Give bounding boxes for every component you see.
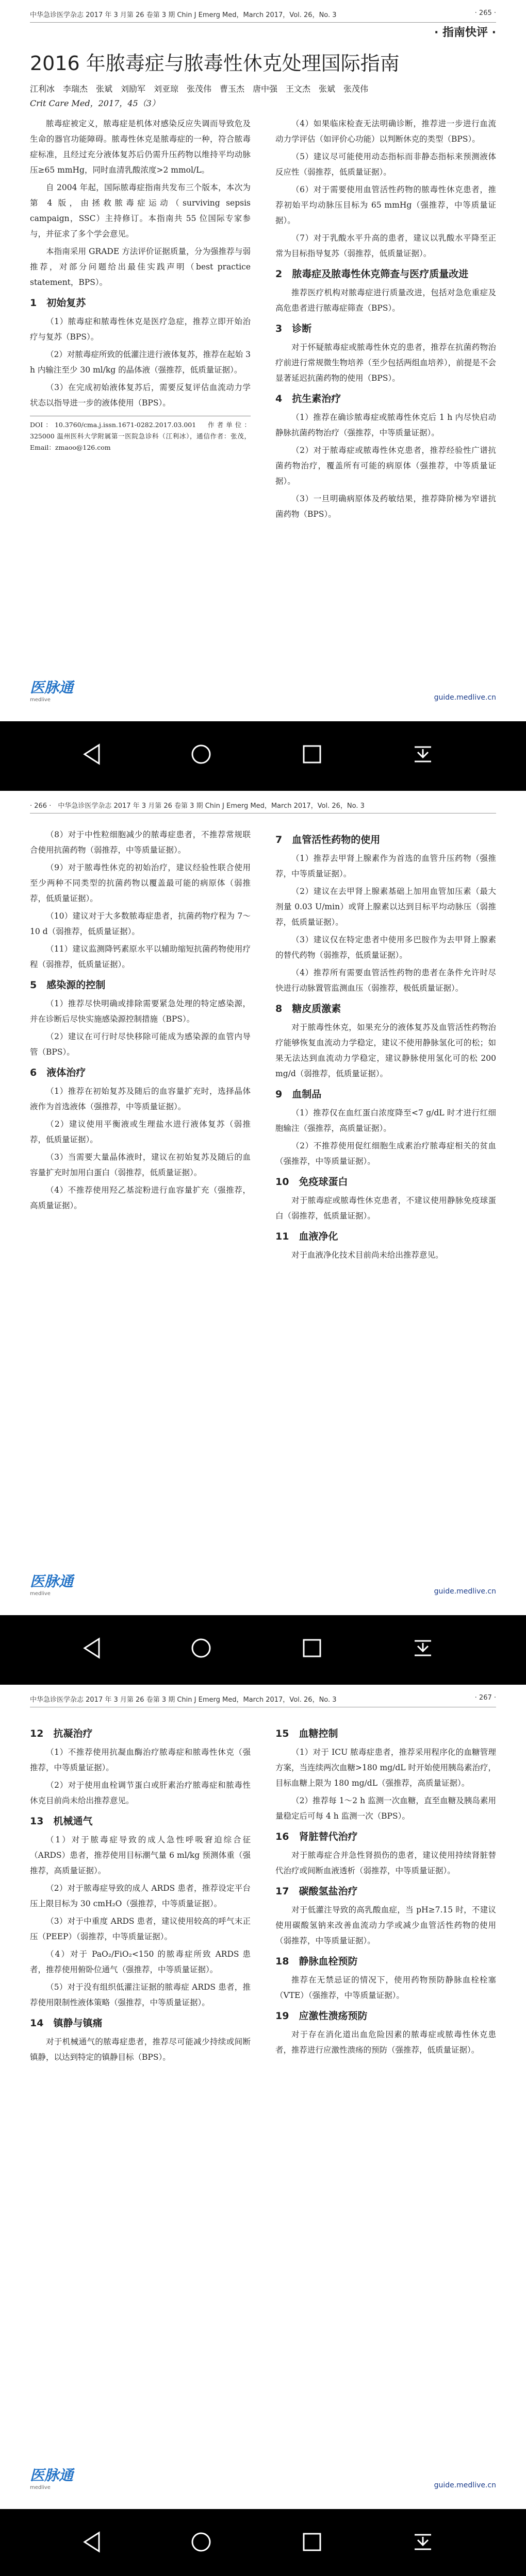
page-footer	[30, 675, 496, 706]
paragraph: 对于存在消化道出血危险因素的脓毒症或脓毒性休克患者，推荐进行应激性溃疡的预防（强推荐，低质量证据）。	[275, 2030, 496, 2055]
paragraph: 推荐医疗机构对脓毒症进行质量改进，包括对急危重症及高危患者进行脓毒症筛查（BPS）。	[275, 288, 496, 313]
paragraph: （1）推荐尽快明确或排除需要紧急处理的特定感染源，并在诊断后尽快实施感染源控制措施（BPS）。	[30, 999, 251, 1024]
paragraph: （3）当需要大量晶体液时，建议在初始复苏及随后的血容量扩充时加用白蛋白（弱推荐，低质量证据）。	[30, 1153, 251, 1177]
paragraph: （2）对于使用血栓调节蛋白或肝素治疗脓毒症和脓毒性休克目前尚未给出推荐意见。	[30, 1781, 251, 1805]
column-right	[275, 116, 496, 654]
running-head: 中华急诊医学杂志 2017 年 3 月第 26 卷第 3 期 Chin J Emerg Med，March 2017，Vol. 26，No. 3 · 265 ·	[30, 9, 496, 23]
back-triangle-icon[interactable]	[77, 1633, 108, 1664]
section-heading: 7 血管活性药物的使用	[275, 834, 381, 845]
paragraph: （6）对于需要使用血管活性药物的脓毒性休克患者，推荐初始平均动脉压目标为 65 mmHg（强推荐，中等质量证据）。	[275, 185, 496, 225]
paragraph: （2）推荐每 1～2 h 监测一次血糖，直至血糖及胰岛素用量稳定后可每 4 h 监测一次（BPS）。	[275, 1796, 496, 1821]
section-heading: 13 机械通气	[30, 1816, 93, 1827]
paragraph: （2）建议在去甲肾上腺素基础上加用血管加压素（最大剂量 0.03 U/min）或肾上腺素以达到目标平均动脉压（弱推荐，低质量证据）。	[275, 887, 496, 927]
paragraph: 对于脓毒性休克，如果充分的液体复苏及血管活性药物治疗能够恢复血流动力学稳定，建议不使用静脉氢化可的松；如果无法达到血流动力学稳定，建议静脉使用氢化可的松 200 mg/d（弱推荐，低质量证据）。	[275, 1023, 496, 1078]
section-heading: 2 脓毒症及脓毒性休克筛查与医疗质量改进	[275, 268, 469, 280]
running-head: 中华急诊医学杂志 2017 年 3 月第 26 卷第 3 期 Chin J Emerg Med，March 2017，Vol. 26，No. 3 · 267 ·	[30, 1694, 496, 1707]
section-heading: 5 感染源的控制	[30, 979, 106, 991]
download-menu-icon[interactable]	[407, 1633, 438, 1664]
paragraph: （1）推荐去甲肾上腺素作为首选的血管升压药物（强推荐，中等质量证据）。	[275, 854, 496, 878]
page-columns	[30, 1721, 496, 2442]
paragraph: 对于机械通气的脓毒症患者，推荐尽可能减少持续或间断镇静，以达到特定的镇静目标（BPS）。	[30, 2037, 251, 2062]
paragraph: （9）对于脓毒性休克的初始治疗，建议经验性联合使用至少两种不同类型的抗菌药物以覆盖最可能的病原体（弱推荐，低质量证据）。	[30, 863, 251, 903]
column-left	[30, 827, 251, 1548]
paragraph: （2）对脓毒症所致的低灌注进行液体复苏，推荐在起始 3 h 内输注至少 30 ml/kg 的晶体液（强推荐，低质量证据）。	[30, 350, 251, 375]
page-columns	[30, 827, 496, 1548]
page-footer	[30, 2463, 496, 2494]
page-number: · 267 ·	[474, 1694, 496, 1702]
android-nav-bar	[0, 721, 526, 791]
paragraph: （1）对于脓毒症导致的成人急性呼吸窘迫综合征（ARDS）患者，推荐使用目标潮气量 6 ml/kg 预测体重（强推荐，高质量证据）。	[30, 1835, 251, 1875]
paragraph: （2）建议使用平衡液或生理盐水进行液体复苏（弱推荐，低质量证据）。	[30, 1120, 251, 1144]
section-heading: 15 血糖控制	[275, 1728, 338, 1739]
running-head: · 266 · 中华急诊医学杂志 2017 年 3 月第 26 卷第 3 期 Chin J Emerg Med，March 2017，Vol. 26，No. 3	[30, 800, 496, 814]
footnote: DOI：10.3760/cma.j.issn.1671-0282.2017.03.001 作者单位：325000 温州医科大学附属第一医院急诊科（江利冰），通信作者：张茂，Email：zmaoo@126.com	[30, 416, 251, 453]
section-heading: 16 肾脏替代治疗	[275, 1831, 358, 1842]
paragraph: （3）建议仅在特定患者中使用多巴胺作为去甲肾上腺素的替代药物（弱推荐，低质量证据）。	[275, 935, 496, 960]
paragraph: （1）对于 ICU 脓毒症患者，推荐采用程序化的血糖管理方案，当连续两次血糖>180 mg/dL 时开始使用胰岛素治疗，目标血糖上限为 180 mg/dL（强推荐，高质量证据）。	[275, 1748, 496, 1788]
journal-page-1	[0, 0, 526, 721]
paragraph: （2）不推荐使用促红细胞生成素治疗脓毒症相关的贫血（强推荐，中等质量证据）。	[275, 1141, 496, 1166]
recents-square-icon[interactable]	[297, 2527, 327, 2557]
paragraph: （3）一旦明确病原体及药敏结果，推荐降阶梯为窄谱抗菌药物（BPS）。	[275, 494, 496, 519]
article-authors: 江利冰 李瑞杰 张斌 刘励军 刘亚琼 张茂伟 曹玉杰 唐中强 王文杰 张斌 张茂伟	[30, 84, 369, 94]
paragraph: 对于脓毒症或脓毒性休克患者，不建议使用静脉免疫球蛋白（弱推荐，低质量证据）。	[275, 1196, 496, 1221]
column-left	[30, 1721, 251, 2442]
paragraph: （11）建议监测降钙素原水平以辅助缩短抗菌药物使用疗程（弱推荐，低质量证据）。	[30, 944, 251, 969]
paragraph: （4）对于 PaO₂/FiO₂<150 的脓毒症所致 ARDS 患者，推荐使用俯卧位通气（强推荐，中等质量证据）。	[30, 1950, 251, 1974]
paragraph: 对于怀疑脓毒症或脓毒性休克的患者，推荐在抗菌药物治疗前进行常规微生物培养（至少包括两组血培养），前提是不会显著延迟抗菌药物的使用（BPS）。	[275, 343, 496, 383]
paragraph: 对于脓毒症合并急性肾损伤的患者，建议使用持续肾脏替代治疗或间断血液透析（弱推荐，中等质量证据）。	[275, 1851, 496, 1875]
paragraph: （1）不推荐使用抗凝血酶治疗脓毒症和脓毒性休克（强推荐，中等质量证据）。	[30, 1748, 251, 1772]
download-menu-icon[interactable]	[407, 2527, 438, 2557]
paragraph: 本指南采用 GRADE 方法评价证据质量，分为强推荐与弱推荐，对部分问题给出最佳实践声明（best practice statement，BPS）。	[30, 247, 251, 287]
site-url: guide.medlive.cn	[434, 2481, 496, 2489]
paragraph: （4）如果临床检查无法明确诊断，推荐进一步进行血流动力学评估（如评价心功能）以判断休克的类型（BPS）。	[275, 119, 496, 144]
column-right	[275, 827, 496, 1548]
paragraph: 对于低灌注导致的高乳酸血症，当 pH≥7.15 时，不建议使用碳酸氢钠来改善血流动力学或减少血管活性药物的使用（弱推荐，中等质量证据）。	[275, 1905, 496, 1945]
column-left	[30, 116, 251, 654]
medlive-logo: 医脉通 medlive	[30, 679, 74, 703]
home-circle-icon[interactable]	[186, 2527, 217, 2557]
paragraph: 对于血液净化技术目前尚未给出推荐意见。	[291, 1250, 443, 1260]
section-heading: 8 糖皮质激素	[275, 1003, 341, 1014]
paragraph: （2）对于脓毒症导致的成人 ARDS 患者，推荐设定平台压上限目标为 30 cmH₂O（强推荐，中等质量证据）。	[30, 1884, 251, 1908]
paragraph: （2）对于脓毒症或脓毒性休克患者，推荐经验性广谱抗菌药物治疗，覆盖所有可能的病原体（强推荐，中等质量证据）。	[275, 446, 496, 486]
section-heading: 10 免疫球蛋白	[275, 1176, 348, 1188]
paragraph: （2）建议在可行时尽快移除可能成为感染源的血管内导管（BPS）。	[30, 1032, 251, 1057]
section-heading: 3 诊断	[275, 323, 312, 334]
back-triangle-icon[interactable]	[77, 739, 108, 770]
section-heading: 9 血制品	[275, 1089, 322, 1100]
paragraph: （1）推荐在确诊脓毒症或脓毒性休克后 1 h 内尽快启动静脉抗菌药物治疗（强推荐，中等质量证据）。	[275, 413, 496, 437]
page-number: · 265 ·	[474, 9, 496, 17]
paragraph: 自 2004 年起，国际脓毒症指南共发布三个版本，本次为第 4 版，由拯救脓毒症运动（surviving sepsis campaign，SSC）主持修订。本指南共 55 位国际专家参与，并征求了多个学会意见。	[30, 183, 251, 239]
paragraph: （7）对于乳酸水平升高的患者，建议以乳酸水平降至正常为目标指导复苏（弱推荐，低质量证据）。	[275, 233, 496, 258]
paragraph: （3）在完成初始液体复苏后，需要反复评估血流动力学状态以指导进一步的液体使用（BPS）。	[30, 383, 251, 408]
paragraph: 推荐在无禁忌证的情况下，使用药物预防静脉血栓栓塞（VTE）（强推荐，中等质量证据）。	[275, 1975, 496, 2000]
paragraph: （10）建议对于大多数脓毒症患者，抗菌药物疗程为 7～10 d（弱推荐，低质量证据）。	[30, 911, 251, 936]
section-heading: 14 镇静与镇痛	[30, 2018, 103, 2029]
android-nav-bar	[0, 2509, 526, 2576]
back-triangle-icon[interactable]	[77, 2527, 108, 2557]
section-heading: 18 静脉血栓预防	[275, 1956, 358, 1967]
paragraph: （1）推荐在初始复苏及随后的血容量扩充时，选择晶体液作为首选液体（强推荐，中等质量证据）。	[30, 1087, 251, 1111]
recents-square-icon[interactable]	[297, 739, 327, 770]
page-number: · 266 ·	[30, 802, 52, 810]
paragraph: （4）不推荐使用羟乙基淀粉进行血容量扩充（强推荐，高质量证据）。	[30, 1185, 251, 1210]
download-menu-icon[interactable]	[407, 739, 438, 770]
journal-page-3	[0, 1685, 526, 2509]
article-title: 2016 年脓毒症与脓毒性休克处理国际指南	[30, 52, 400, 75]
recents-square-icon[interactable]	[297, 1633, 327, 1664]
paragraph: （5）对于没有组织低灌注证据的脓毒症 ARDS 患者，推荐使用限制性液体策略（强推荐，中等质量证据）。	[30, 1982, 251, 2007]
section-heading: 4 抗生素治疗	[275, 393, 341, 404]
paragraph: （3）对于中重度 ARDS 患者，建议使用较高的呼气末正压（PEEP）（弱推荐，中等质量证据）。	[30, 1917, 251, 1941]
section-heading: 19 应激性溃疡预防	[275, 2010, 368, 2022]
section-heading: 17 碳酸氢盐治疗	[275, 1886, 358, 1897]
site-url: guide.medlive.cn	[434, 693, 496, 702]
paragraph: （8）对于中性粒细胞减少的脓毒症患者，不推荐常规联合使用抗菌药物（弱推荐，中等质量证据）。	[30, 830, 251, 855]
android-nav-bar	[0, 1615, 526, 1685]
site-url: guide.medlive.cn	[434, 1587, 496, 1596]
section-heading: 11 血液净化	[275, 1231, 338, 1242]
section-tag: · 指南快评 ·	[434, 26, 496, 39]
paragraph: （5）建议尽可能使用动态指标而非静态指标来预测液体反应性（弱推荐，低质量证据）。	[275, 152, 496, 177]
paragraph: （1）推荐仅在血红蛋白浓度降至<7 g/dL 时才进行红细胞输注（强推荐，高质量证据）。	[275, 1108, 496, 1133]
section-heading: 6 液体治疗	[30, 1067, 86, 1078]
article-citation: Crit Care Med，2017，45（3）	[30, 98, 160, 108]
paragraph: （1）脓毒症和脓毒性休克是医疗急症，推荐立即开始治疗与复苏（BPS）。	[30, 317, 251, 342]
section-heading: 12 抗凝治疗	[30, 1728, 93, 1739]
section-heading: 1 初始复苏	[30, 297, 86, 309]
page-columns	[30, 116, 496, 654]
medlive-logo: 医脉通 medlive	[30, 1573, 74, 1597]
journal-page-2	[0, 791, 526, 1615]
home-circle-icon[interactable]	[186, 1633, 217, 1664]
paragraph: 脓毒症被定义，脓毒症是机体对感染反应失调而导致危及生命的器官功能障碍。脓毒性休克是脓毒症的一种，符合脓毒症标准，且经过充分液体复苏后仍需升压药物以维持平均动脉压≥65 mmHg，同时血清乳酸浓度>2 mmol/L。	[30, 119, 251, 175]
column-right	[275, 1721, 496, 2442]
medlive-logo: 医脉通 medlive	[30, 2467, 74, 2490]
home-circle-icon[interactable]	[186, 739, 217, 770]
paragraph: （4）推荐所有需要血管活性药物的患者在条件允许时尽快进行动脉置管监测血压（弱推荐，极低质量证据）。	[275, 968, 496, 993]
page-footer	[30, 1569, 496, 1600]
